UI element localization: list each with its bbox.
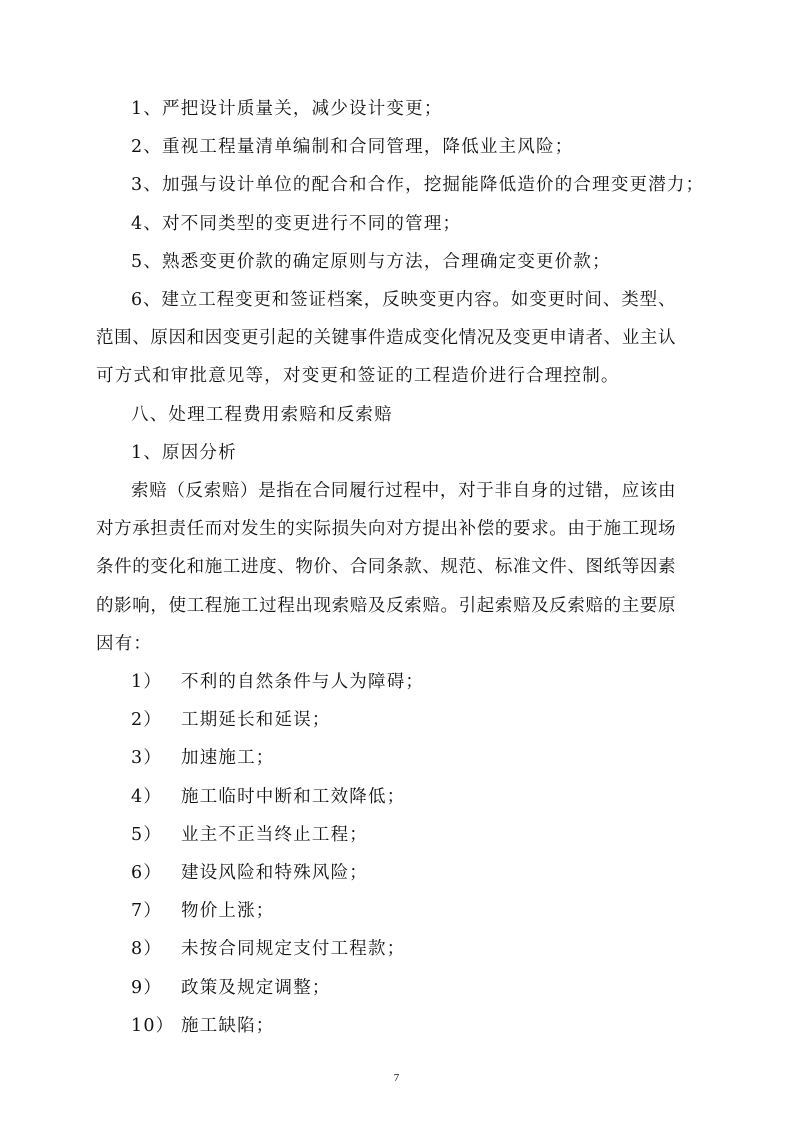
list-item-text: 建设风险和特殊风险； — [181, 863, 368, 883]
paragraph-item-5: 5、熟悉变更价款的确定原则与方法，合理确定变更价款； — [131, 252, 611, 272]
subsection-heading: 1、原因分析 — [131, 443, 237, 463]
list-item-number: 2） — [131, 710, 163, 730]
list-item-text: 未按合同规定支付工程款； — [181, 939, 406, 959]
list-item-number: 9） — [131, 978, 163, 998]
paragraph-item-4: 4、对不同类型的变更进行不同的管理； — [131, 214, 462, 234]
paragraph-line: 对方承担责任而对发生的实际损失向对方提出补偿的要求。由于施工现场 — [96, 519, 676, 539]
list-item-text: 施工临时中断和工效降低； — [181, 787, 406, 807]
page-number: 7 — [393, 1072, 400, 1084]
list-item-text: 业主不正当终止工程； — [181, 825, 368, 845]
list-item-number: 5） — [131, 825, 163, 845]
list-item-number: 4） — [131, 787, 163, 807]
list-item-number: 1） — [131, 672, 163, 692]
section-heading: 八、处理工程费用索赔和反索赔 — [131, 405, 393, 425]
paragraph-line: 的影响，使工程施工过程出现索赔及反索赔。引起索赔及反索赔的主要原 — [96, 596, 676, 616]
list-item-text: 不利的自然条件与人为障碍； — [181, 672, 425, 692]
paragraph-line: 索赔（反索赔）是指在合同履行过程中，对于非自身的过错，应该由 — [131, 481, 676, 501]
list-item-number: 8） — [131, 939, 163, 959]
paragraph-line: 可方式和审批意见等，对变更和签证的工程造价进行合理控制。 — [96, 366, 620, 386]
paragraph-line: 因有： — [96, 634, 153, 654]
paragraph-line: 范围、原因和因变更引起的关键事件造成变化情况及变更申请者、业主认 — [96, 328, 676, 348]
list-item-number: 6） — [131, 863, 163, 883]
list-item-number: 3） — [131, 748, 163, 768]
paragraph-item-3: 3、加强与设计单位的配合和合作，挖掘能降低造价的合理变更潜力； — [131, 175, 705, 195]
list-item-number: 10） — [131, 1016, 175, 1036]
list-item-text: 政策及规定调整； — [181, 978, 331, 998]
list-item-number: 7） — [131, 901, 163, 921]
list-item-text: 施工缺陷； — [181, 1016, 275, 1036]
paragraph-item-2: 2、重视工程量清单编制和合同管理，降低业主风险； — [131, 137, 574, 157]
paragraph-item-6: 6、建立工程变更和签证档案，反映变更内容。如变更时间、类型、 — [131, 290, 676, 310]
list-item-text: 工期延长和延误； — [181, 710, 331, 730]
list-item-text: 物价上涨； — [181, 901, 275, 921]
paragraph-line: 条件的变化和施工进度、物价、合同条款、规范、标准文件、图纸等因素 — [96, 557, 676, 577]
paragraph-item-1: 1、严把设计质量关，减少设计变更； — [131, 99, 443, 119]
list-item-text: 加速施工； — [181, 748, 275, 768]
